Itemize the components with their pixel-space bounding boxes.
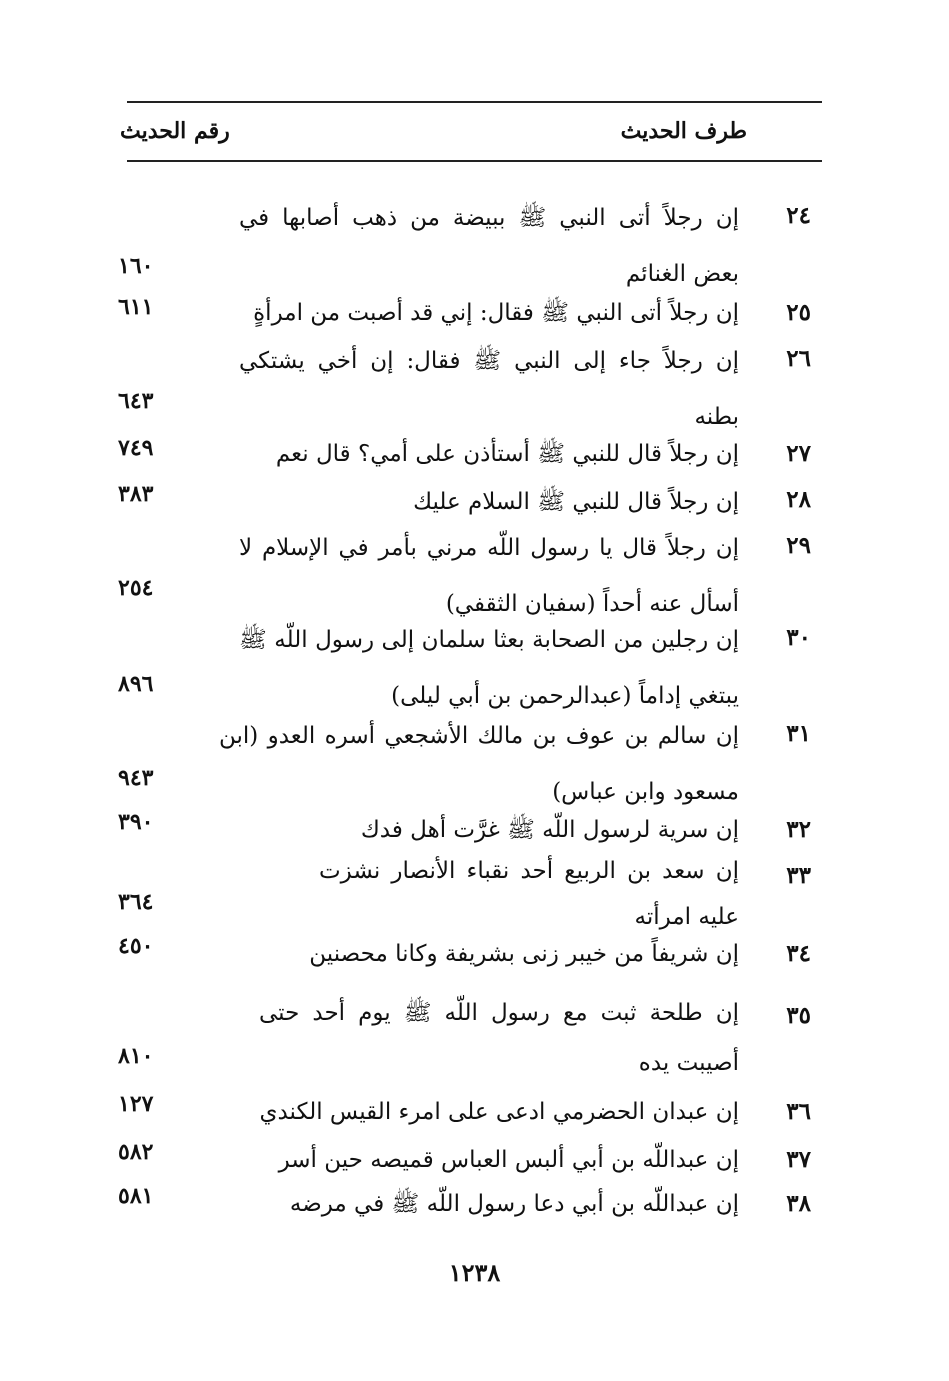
entry-ref: ٨٩٦	[118, 671, 154, 697]
entry-number: ٢٤	[786, 202, 811, 229]
header-rule	[127, 160, 822, 162]
entry-number: ٣١	[786, 720, 811, 747]
entry-ref: ٩٤٣	[118, 765, 154, 791]
entry-number: ٢٧	[786, 440, 811, 467]
page-number: ١٢٣٨	[448, 1258, 501, 1287]
entry-ref: ٤٥٠	[118, 933, 154, 959]
column-header-hadith-start: طرف الحديث	[620, 118, 747, 144]
column-header-hadith-number: رقم الحديث	[120, 118, 230, 144]
entry-number: ٣٥	[786, 1002, 811, 1029]
entry-number: ٢٦	[786, 345, 811, 372]
entry-ref: ٣٩٠	[118, 809, 154, 835]
entry-text: إن سعد بن الربيع أحد نقباء الأنصار نشزت عليه امرأته	[319, 858, 739, 930]
entry-ref: ٨١٠	[118, 1043, 154, 1069]
entry-number: ٢٩	[786, 532, 811, 559]
entry-text: إن سالم بن عوف بن مالك الأشجعي أسره العدو (ابن مسعود وابن عباس)	[219, 723, 739, 805]
entry-number: ٣٠	[786, 624, 811, 651]
entry-number: ٣٣	[786, 862, 811, 889]
entry-text: إن رجلاً جاء إلى النبي ﷺ فقال: إن أخي يشتكي بطنه	[239, 348, 739, 430]
entry-text: إن رجلاً أتى النبي ﷺ فقال: إني قد أصبت من امرأةٍ	[253, 300, 739, 326]
entry-ref: ٢٥٤	[118, 575, 154, 601]
entry-ref: ٣٦٤	[118, 889, 154, 915]
entry-text: إن شريفاً من خيبر زنى بشريفة وكانا محصنين	[309, 941, 739, 967]
entry-ref: ٦٤٣	[118, 388, 154, 414]
entry-number: ٣٤	[786, 940, 811, 967]
entry-text: إن رجلاً قال للنبي ﷺ أستأذن على أمي؟ قال نعم	[275, 441, 739, 467]
entry-ref: ١٢٧	[118, 1091, 154, 1117]
entry-text: إن سرية لرسول اللّه ﷺ غرَّت أهل فدك	[360, 817, 739, 843]
entry-number: ٣٢	[786, 816, 811, 843]
entry-text: إن عبداللّه بن أبي دعا رسول اللّه ﷺ في مرضه	[289, 1191, 739, 1217]
entry-number: ٣٨	[786, 1190, 811, 1217]
entry-number: ٣٦	[786, 1098, 811, 1125]
entry-text: إن طلحة ثبت مع رسول اللّه ﷺ يوم أحد حتى أصيبت يده	[259, 1000, 739, 1076]
entry-text: إن رجلاً قال للنبي ﷺ السلام عليك	[413, 489, 739, 515]
entry-text: إن رجلاً قال يا رسول اللّه مرني بأمر في الإسلام لا أسأل عنه أحداً (سفيان الثقفي)	[239, 535, 739, 617]
entry-text: إن عبداللّه بن أبي ألبس العباس قميصه حين أسر	[278, 1147, 739, 1173]
entry-ref: ٥٨١	[118, 1183, 154, 1209]
entry-ref: ٥٨٢	[118, 1139, 154, 1165]
entry-ref: ٧٤٩	[118, 435, 154, 461]
entry-number: ٣٧	[786, 1146, 811, 1173]
entry-ref: ٣٨٣	[118, 481, 154, 507]
entry-number: ٢٨	[786, 486, 811, 513]
entry-text: إن رجلين من الصحابة بعثا سلمان إلى رسول اللّه ﷺ يبتغي إداماً (عبدالرحمن بن أبي ليلى)	[239, 627, 739, 709]
entry-number: ٢٥	[786, 299, 811, 326]
entry-text: إن رجلاً أتى النبي ﷺ ببيضة من ذهب أصابها في بعض الغنائم	[239, 205, 739, 287]
entry-text: إن عبدان الحضرمي ادعى على امرء القيس الكندي	[259, 1099, 739, 1125]
top-rule	[127, 101, 822, 103]
entry-ref: ١٦٠	[118, 253, 154, 279]
entry-ref: ٦١١	[118, 294, 154, 320]
